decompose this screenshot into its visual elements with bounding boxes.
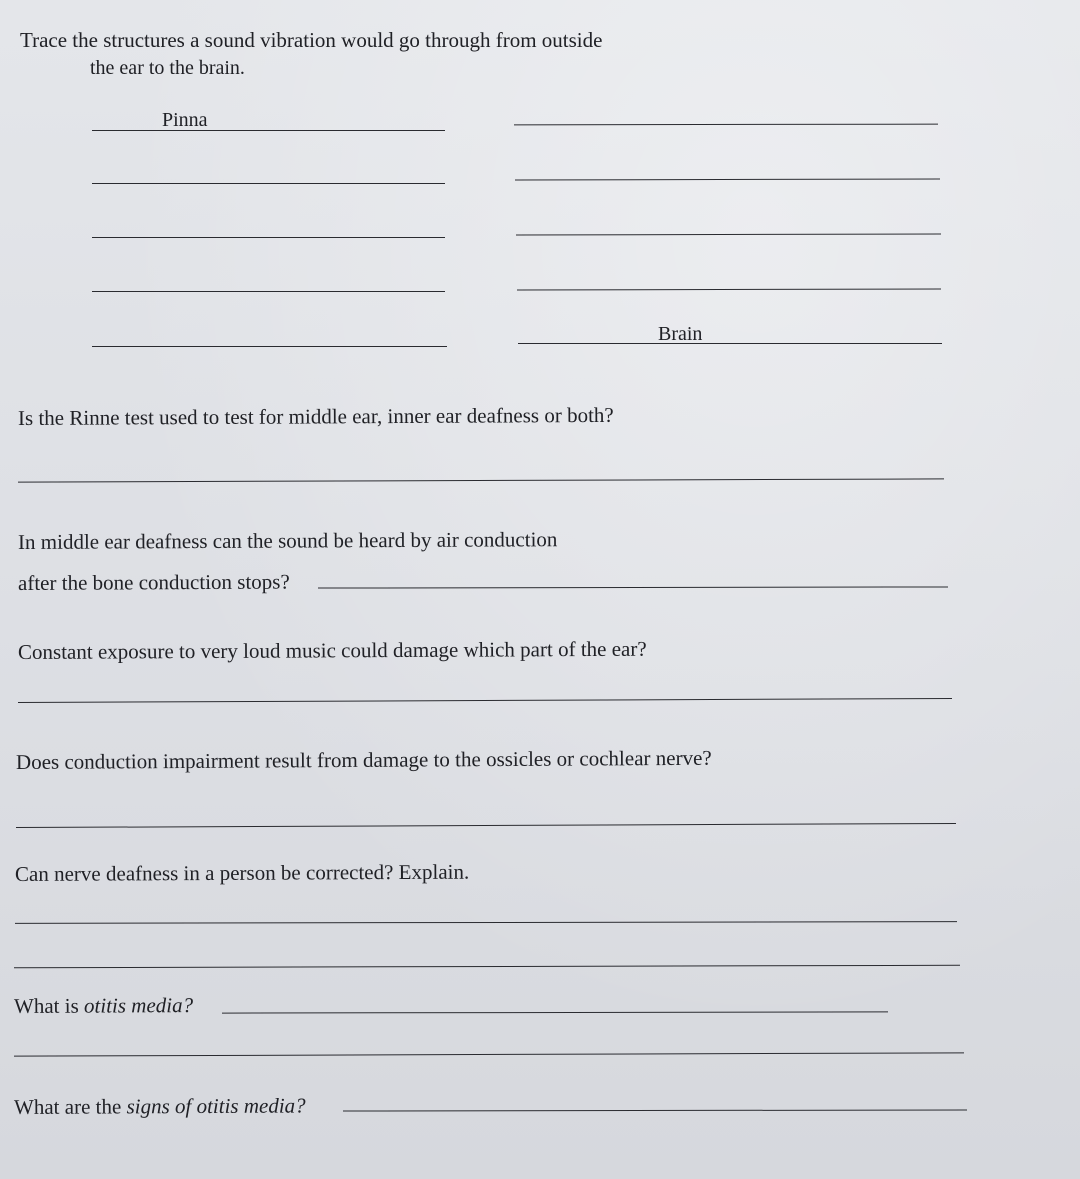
answer-line-loud-music[interactable] — [18, 698, 952, 703]
answer-pinna: Pinna — [162, 109, 208, 131]
trace-blank-right-2[interactable] — [515, 178, 940, 180]
question-otitis-signs-term: signs of otitis media? — [126, 1093, 306, 1119]
trace-blank-left-3[interactable] — [92, 237, 445, 238]
trace-prompt-line1: Trace the structures a sound vibration would go through from outside — [20, 28, 603, 52]
trace-blank-left-5[interactable] — [92, 346, 447, 347]
question-middle-ear-line1: In middle ear deafness can the sound be heard by air conduction — [17, 527, 558, 554]
answer-line-otitis-signs[interactable] — [343, 1109, 967, 1111]
trace-blank-right-5[interactable] — [518, 343, 942, 344]
answer-line-nerve-deafness-2[interactable] — [14, 965, 960, 968]
trace-blank-right-1[interactable] — [514, 124, 938, 126]
trace-blank-left-1[interactable] — [92, 130, 445, 131]
answer-line-conduction[interactable] — [16, 823, 956, 828]
question-otitis-media-term: otitis media? — [83, 993, 194, 1018]
question-otitis-signs-prefix: What are the — [13, 1094, 127, 1119]
answer-line-nerve-deafness-1[interactable] — [15, 921, 957, 924]
question-conduction-impairment: Does conduction impairment result from damage to the ossicles or cochlear nerve? — [15, 745, 712, 774]
trace-blank-right-3[interactable] — [516, 233, 941, 235]
question-otitis-media — [14, 993, 193, 1018]
question-nerve-deafness: Can nerve deafness in a person be corrected? Explain. — [14, 859, 470, 886]
answer-line-rinne[interactable] — [18, 478, 944, 482]
trace-prompt-line2: the ear to the brain. — [90, 57, 245, 79]
answer-line-otitis-media[interactable] — [222, 1011, 888, 1013]
trace-blank-left-2[interactable] — [92, 183, 445, 184]
answer-line-otitis-media-2[interactable] — [14, 1052, 964, 1056]
question-otitis-signs — [14, 1093, 306, 1119]
trace-blank-left-4[interactable] — [92, 291, 445, 292]
question-middle-ear-line2: after the bone conduction stops? — [17, 569, 290, 595]
answer-line-middle-ear[interactable] — [318, 586, 948, 588]
question-otitis-media-prefix: What is — [13, 993, 85, 1018]
answer-brain: Brain — [658, 323, 703, 345]
trace-blank-right-4[interactable] — [517, 288, 941, 290]
question-rinne-test: Is the Rinne test used to test for middle ear, inner ear deafness or both? — [17, 402, 614, 430]
question-loud-music: Constant exposure to very loud music could damage which part of the ear? — [17, 636, 647, 664]
